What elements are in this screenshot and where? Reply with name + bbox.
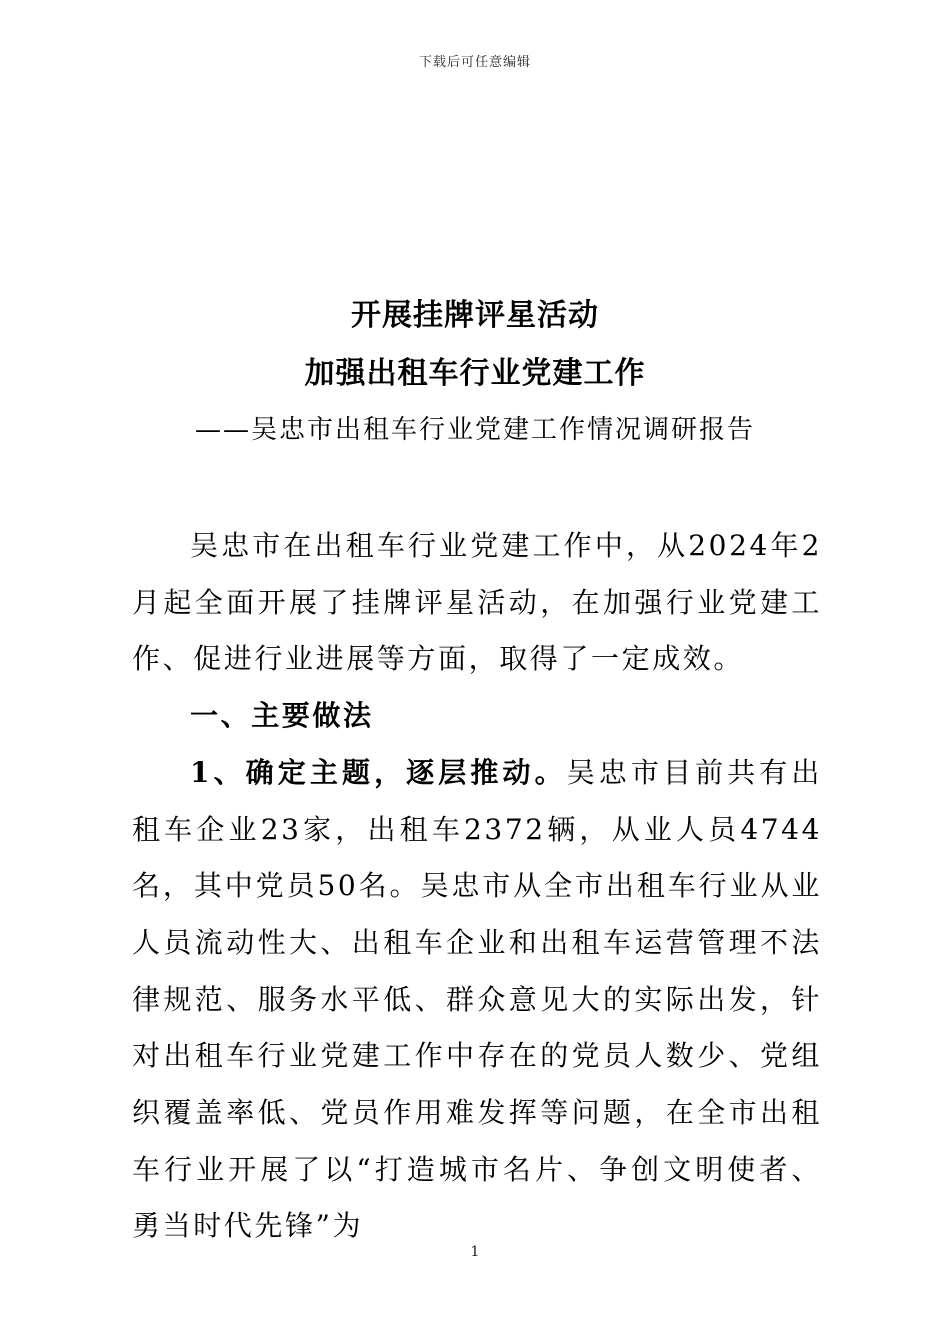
header-note: 下载后可任意编辑 (418, 55, 531, 70)
section-heading: 一、主要做法 (190, 699, 374, 733)
point-lead: 1、确定主题，逐层推动。 (190, 755, 567, 789)
page-number: 1 (470, 1244, 480, 1260)
document-title-line-2: 加强出租车行业党建工作 (304, 356, 646, 391)
point-text: 吴忠市目前共有出租车企业23家，出租车2372辆，从业人员4744名，其中党员50名。吴忠市从全市出租车行业从业人员流动性大、出租车企业和出租车运营管理不法律规范、服务水平低、群众意见大的实际出发，针对出租车行业党建工作中存在的党员人数少、党组织覆盖率低、党员作用难发挥等问题，在全市出租车行业开展了以“打造城市名片、争创文明使者、勇当时代先锋”为 (132, 755, 822, 1243)
document-title-line-1: 开展挂牌评星活动 (351, 298, 599, 333)
intro-paragraph: 吴忠市在出租车行业党建工作中，从2024年2月起全面开展了挂牌评星活动，在加强行业党建工作、促进行业进展等方面，取得了一定成效。 (132, 529, 822, 676)
document-subtitle: ——吴忠市出租车行业党建工作情况调研报告 (194, 415, 755, 445)
point-paragraph (132, 745, 822, 1255)
document-body (132, 518, 822, 1255)
